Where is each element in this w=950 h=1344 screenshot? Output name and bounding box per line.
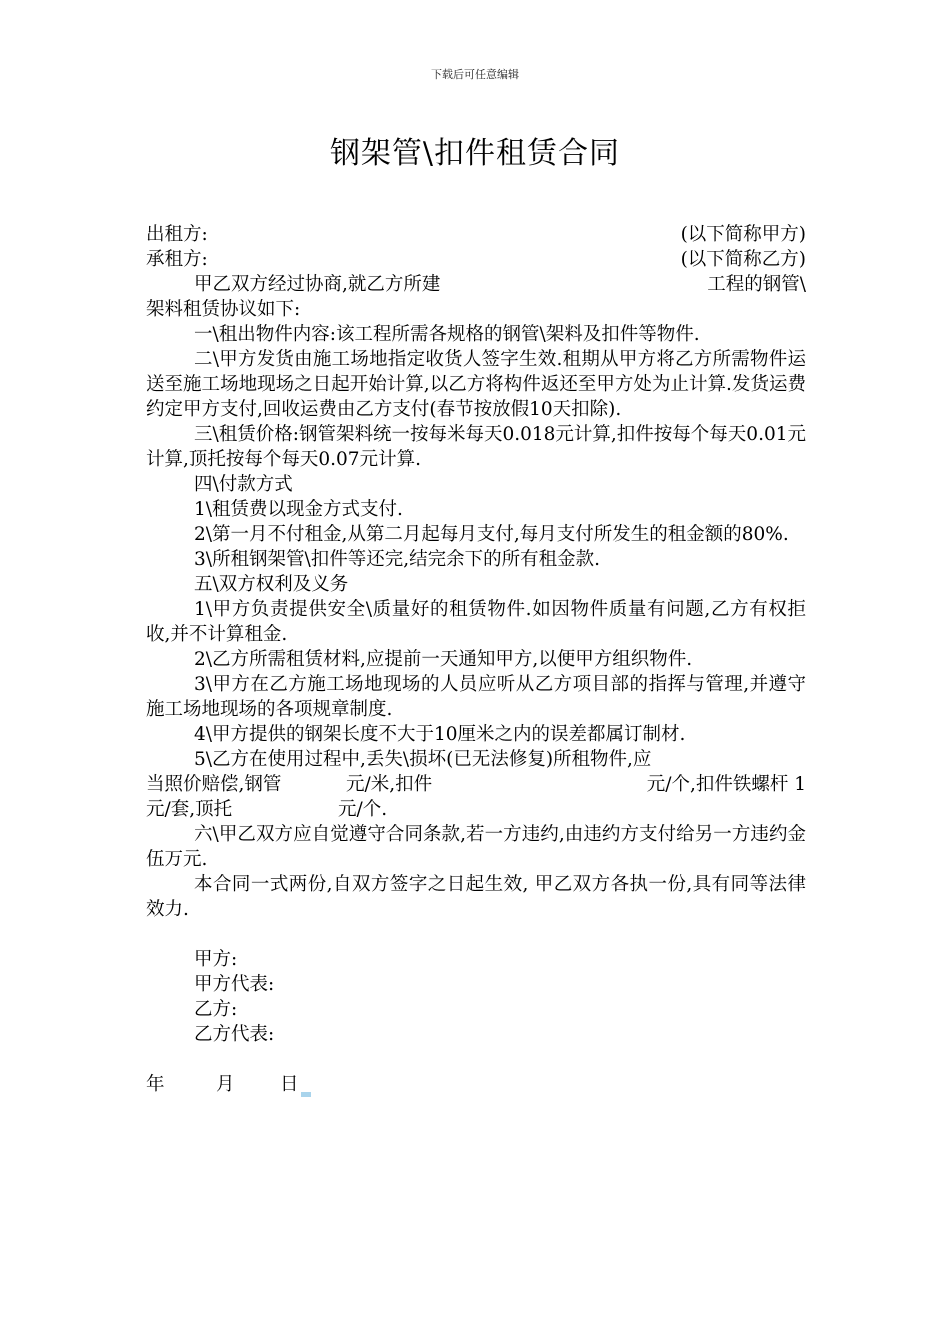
clause-paragraph: 4\甲方提供的钢架长度不大于10厘米之内的误差都属订制材. [194, 724, 686, 745]
clause-paragraph: 二\甲方发货由施工场地指定收货人签字生效.租期从甲方将乙方所需物件运送至施工场地现场之日起开始计算,以乙方将构件返还至甲方处为止计算.发货运费约定甲方支付,回收运费由乙方支付(春节按放假10天扣除). [146, 349, 806, 420]
lessor-note: (以下简称甲方) [680, 224, 806, 245]
signature-party-a-rep: 甲方代表: [194, 974, 275, 995]
contract-body [146, 222, 806, 1097]
date-line [146, 1072, 806, 1097]
date-month: 月 [216, 1074, 235, 1095]
clause-paragraph: 本合同一式两份,自双方签字之日起生效, 甲乙双方各执一份,具有同等法律效力. [146, 874, 806, 920]
lessee-line [146, 247, 806, 272]
clause5-fastener-unit: 元/个,扣件铁螺杆 1 [646, 774, 806, 795]
spacer [146, 922, 806, 947]
page-header-note: 下载后可任意编辑 [431, 68, 519, 81]
intro-line2: 架料租赁协议如下: [146, 299, 301, 320]
signature-party-b-rep: 乙方代表: [194, 1024, 275, 1045]
clause-paragraph: 三\租赁价格:钢管架料统一按每米每天0.018元计算,扣件按每个每天0.01元计算,顶托按每个每天0.07元计算. [146, 424, 807, 470]
clause-paragraph: 1\甲方负责提供安全\质量好的租赁物件.如因物件质量有问题,乙方有权拒收,并不计算租金. [146, 599, 806, 645]
clause-paragraph: 1\租赁费以现金方式支付. [194, 499, 403, 520]
clause-heading: 五\双方权利及义务 [194, 574, 349, 595]
clause-paragraph: 3\甲方在乙方施工场地现场的人员应听从乙方项目部的指挥与管理,并遵守施工场地现场的各项规章制度. [146, 674, 806, 720]
clause5-line3 [146, 797, 806, 822]
intro-part1: 甲乙双方经过协商,就乙方所建 [194, 274, 441, 295]
clause-paragraph: 一\租出物件内容:该工程所需各规格的钢管\架料及扣件等物件. [194, 324, 700, 345]
cursor-marker-icon [301, 1092, 311, 1097]
lessor-line [146, 222, 806, 247]
clause5-steel-pipe-unit: 元/米,扣件 [346, 774, 433, 795]
clause5-jack-label: 元/套,顶托 [146, 799, 233, 820]
date-day: 日 [280, 1074, 299, 1095]
clause-paragraph: 3\所租钢架管\扣件等还完,结完余下的所有租金款. [194, 549, 600, 570]
lessee-note: (以下简称乙方) [680, 249, 806, 270]
lessor-label: 出租方: [146, 224, 208, 245]
lessee-label: 承租方: [146, 249, 208, 270]
signature-party-b: 乙方: [194, 999, 238, 1020]
clause5-line2 [146, 772, 806, 797]
intro-line [146, 272, 806, 297]
clause-paragraph: 2\第一月不付租金,从第二月起每月支付,每月支付所发生的租金额的80%. [194, 524, 789, 545]
signature-party-a: 甲方: [194, 949, 238, 970]
clause-heading: 四\付款方式 [194, 474, 293, 495]
document-title: 钢架管\扣件租赁合同 [329, 136, 621, 171]
clause5-steel-pipe-label: 当照价赔偿,钢管 [146, 774, 282, 795]
clause5-line1: 5\乙方在使用过程中,丢失\损坏(已无法修复)所租物件,应 [194, 749, 652, 770]
intro-part2: 工程的钢管\ [707, 274, 806, 295]
spacer [146, 1047, 806, 1072]
clause-paragraph: 2\乙方所需租赁材料,应提前一天通知甲方,以便甲方组织物件. [194, 649, 693, 670]
date-year: 年 [146, 1074, 165, 1095]
clause5-jack-unit: 元/个. [338, 799, 388, 820]
clause-paragraph: 六\甲乙双方应自觉遵守合同条款,若一方违约,由违约方支付给另一方违约金伍万元. [146, 824, 806, 870]
